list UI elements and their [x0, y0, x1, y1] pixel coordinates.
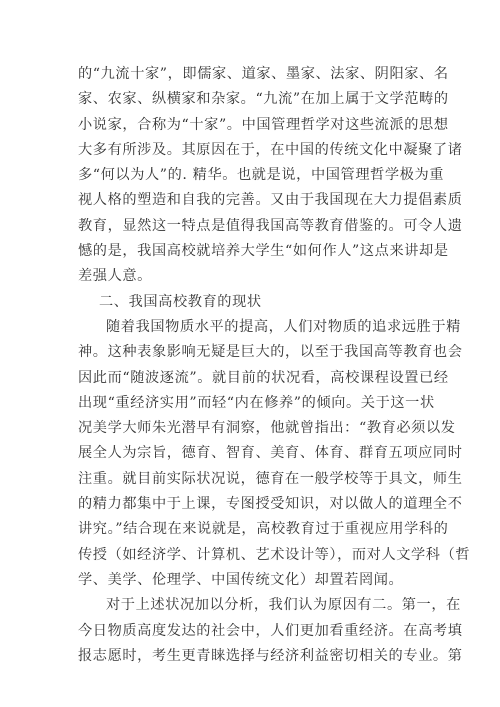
text-line: 出现“重经济实用”而轻“内在修养”的倾向。关于这一状 — [78, 394, 435, 411]
text-line: 况美学大师朱光潜早有洞察，他就曾指出：“教育必须以发 — [78, 420, 456, 437]
text-line: 憾的是，我国高校就培养大学生“如何作人”这点来讲却是 — [78, 243, 449, 260]
paragraph-2 — [78, 315, 471, 593]
text-line: 家、农家、纵横家和杂家。“九流”在加上属于文学范畴的 — [78, 91, 449, 108]
text-line: 因此而“随波逐流”。就目前的状况看，高校课程设置已经 — [78, 369, 449, 386]
text-line: 传授（如经济学、计算机、艺术设计等），而对人文学科（哲 — [78, 546, 471, 563]
text-line: 的“九流十家”，即儒家、道家、墨家、法家、阴阳家、名 — [78, 66, 449, 82]
section-heading-text: 二、我国高校教育的现状 — [99, 293, 262, 310]
text-line: 教育，显然这一特点是值得我国高等教育借鉴的。可令人遗 — [78, 217, 463, 234]
text-line: 的精力都集中于上课，专图授受知识，对以做人的道理全不 — [78, 496, 463, 513]
text-line: 视人格的塑造和自我的完善。又由于我国现在大力提倡素质 — [78, 192, 463, 209]
text-line: 注重。就目前实际状况说，德育在一般学校等于具文，师生 — [78, 470, 463, 487]
text-line: 大多有所涉及。其原因在于，在中国的传统文化中凝聚了诸 — [78, 141, 463, 158]
paragraph-1 — [78, 62, 463, 290]
text-line: 多“何以为人”的. 精华。也就是说，中国管理哲学极为重 — [78, 167, 445, 184]
paragraph-3 — [78, 593, 463, 669]
text-line: 讲究。”结合现在来说就是，高校教育过于重视应用学科的 — [78, 521, 449, 538]
section-heading — [78, 290, 428, 315]
text-line: 神。这种表象影响无疑是巨大的，以至于我国高等教育也会 — [78, 344, 463, 361]
text-line: 展全人为宗旨，德育、智育、美育、体育、群育五项应同时 — [78, 445, 463, 462]
text-line: 小说家，合称为“十家”。中国管理哲学对这些流派的思想 — [78, 116, 449, 133]
text-line: 学、美学、伦理学、中国传统文化）却置若罔闻。 — [78, 571, 404, 588]
text-line: 报志愿时，考生更青睐选择与经济利益密切相关的专业。第 — [78, 647, 463, 664]
document-body — [78, 62, 471, 669]
text-line: 随着我国物质水平的提高，人们对物质的追求远胜于精 — [106, 318, 461, 335]
text-line: 对于上述状况加以分析，我们认为原因有二。第一，在 — [106, 597, 461, 614]
text-line: 差强人意。 — [78, 268, 152, 285]
text-line: 今日物质高度发达的社会中，人们更加看重经济。在高考填 — [78, 622, 463, 639]
